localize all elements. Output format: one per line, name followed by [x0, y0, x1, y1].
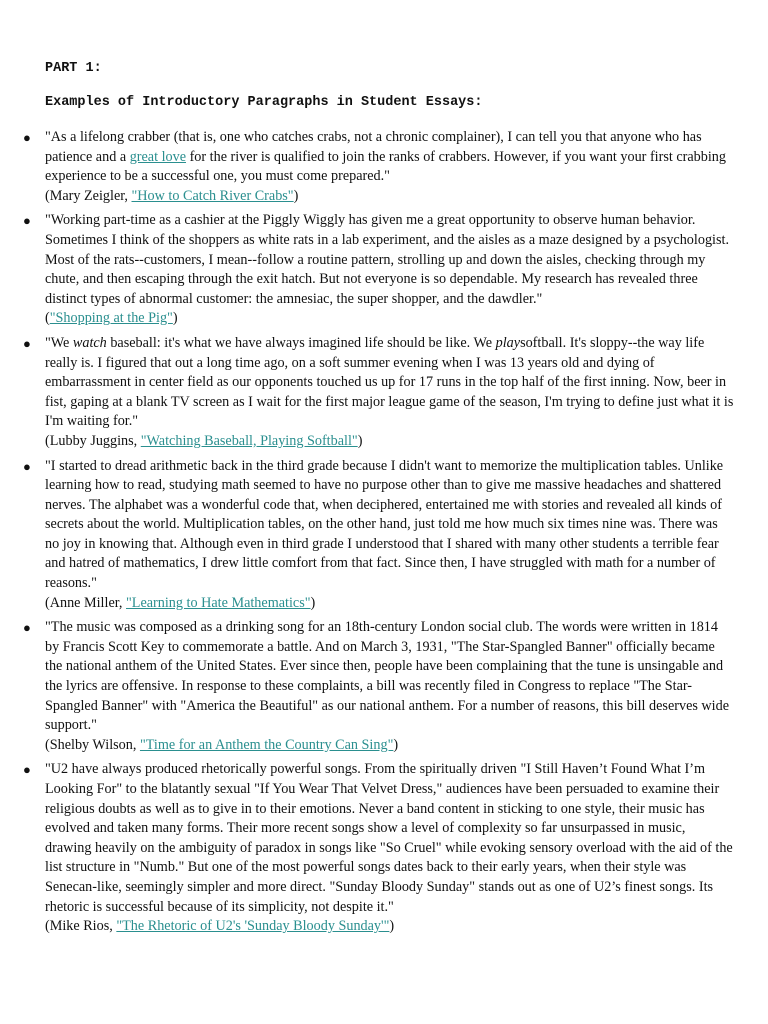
list-item: [23, 760, 735, 936]
citation-link[interactable]: "How to Catch River Crabs": [131, 187, 294, 204]
citation: (Anne Miller, "Learning to Hate Mathematics"): [45, 594, 316, 611]
citation-link[interactable]: "The Rhetoric of U2's 'Sunday Bloody Sunday'": [116, 918, 390, 935]
part-label: PART 1:: [45, 61, 102, 76]
paragraph-text: "Working part-time as a cashier at the Piggly Wiggly has given me a great opportunity to observe human behavior. Sometimes I think of the shoppers as white rats in a lab experiment, and the aisles as a maze designed by a psychologist. Most of the rats--customers, I mean--follow a routine pattern, strolling up and down the aisles, checking through my chute, and then escaping through the exit hatch. But not everyone is so dependable. My research has revealed three distinct types of abnormal customer: the amnesiac, the super shopper, and the dawdler.": [45, 212, 729, 307]
citation: (Lubby Juggins, "Watching Baseball, Playing Softball"): [45, 432, 363, 449]
paragraph-text: "I started to dread arithmetic back in the third grade because I didn't want to memorize the multiplication tables. Unlike learning how to read, studying math seemed to have no purpose other than to give me massive headaches and shattered nerves. The alphabet was a wonderful code that, when deciphered, entertained me with stories and revealed all kinds of secrets about the world. Multiplication tables, on the other hand, just told me how much six times nine was. There was no joy in knowing that. Although even in third grade I understood that I shared with many other students a terrible fear and hatred of mathematics, I drew little comfort from that fact. Since then, I have struggled with math for a number of reasons.": [45, 457, 724, 592]
emphasis-watch: watch: [72, 334, 107, 351]
list-item: [23, 457, 735, 614]
inline-link-great-love[interactable]: great love: [129, 148, 187, 165]
list-item: [23, 211, 735, 329]
citation: ("Shopping at the Pig"): [45, 310, 178, 327]
citation: (Mary Zeigler, "How to Catch River Crabs"): [45, 187, 299, 204]
bullet-icon: ●: [23, 213, 31, 229]
list-item: [23, 128, 735, 206]
bullet-icon: ●: [23, 620, 31, 636]
section-heading: Examples of Introductory Paragraphs in Student Essays:: [45, 95, 483, 110]
bullet-icon: ●: [23, 130, 31, 145]
paragraph-text: "As a lifelong crabber (that is, one who catches crabs, not a chronic complainer), I can tell you that anyone who has patience and a great love for the river is qualified to join the ranks of crabbers. However, if you want your first crabbing experience to be a successful one, you must come prepared.": [45, 129, 726, 185]
essay-list: [23, 128, 735, 942]
bullet-icon: ●: [23, 762, 31, 778]
paragraph-text: "We watch baseball: it's what we have always imagined life should be like. We playsoftball. It's sloppy--the way life really is. I figured that out a long time ago, on a soft summer evening when I was 13 years old and dying of embarrassment in center field as our opponents touched us up for 17 runs in the top half of the first inning. Now, beer in fist, gaping at a blank TV screen as I wait for the first major league game of the season, I'm trying to define just what it is I'm waiting for.": [45, 334, 734, 430]
citation-link[interactable]: "Shopping at the Pig": [49, 310, 173, 327]
list-item: [23, 618, 735, 755]
emphasis-play: play: [495, 334, 521, 351]
paragraph-text: "U2 have always produced rhetorically powerful songs. From the spiritually driven "I Still Haven’t Found What I’m Looking For" to the blatantly sexual "If You Wear That Velvet Dress," audiences have been persuaded to examine their religious doubts as well as to give in to their emotions. Never a band content in sticking to one style, their music has evolved and taken many forms. Their more recent songs show a level of complexity so far unsurpassed in music, drawing heavily on the ambiguity of paradox in songs like "So Cruel" while evoking sensory overload with the aid of the list structure in "Numb." But one of the most powerful songs dates back to their early years, when their style was Senecan-like, seemingly simpler and more direct. "Sunday Bloody Sunday" stands out as one of U2’s finest songs. Its rhetoric is successful because of its simplicity, not despite it.": [45, 761, 733, 915]
citation-link[interactable]: "Learning to Hate Mathematics": [126, 594, 311, 611]
bullet-icon: ●: [23, 335, 31, 351]
citation-link[interactable]: "Watching Baseball, Playing Softball": [140, 432, 358, 449]
list-item: [23, 334, 735, 452]
citation: (Mike Rios, "The Rhetoric of U2's 'Sunday Bloody Sunday'"): [45, 918, 395, 935]
citation: (Shelby Wilson, "Time for an Anthem the Country Can Sing"): [45, 736, 399, 753]
bullet-icon: ●: [23, 458, 31, 474]
citation-link[interactable]: "Time for an Anthem the Country Can Sing": [139, 736, 394, 753]
paragraph-text: "The music was composed as a drinking song for an 18th-century London social club. The words were written in 1814 by Francis Scott Key to commemorate a battle. And on March 3, 1931, "The Star-Spangled Banner" officially became the national anthem of the United States. Ever since then, people have been complaining that the tune is unsingable and the lyrics are offensive. In response to these complaints, a bill was recently filed in Congress to replace "The Star-Spangled Banner" with "America the Beautiful" as our national anthem. For a number of reasons, this bill deserves wide support.": [45, 619, 730, 734]
